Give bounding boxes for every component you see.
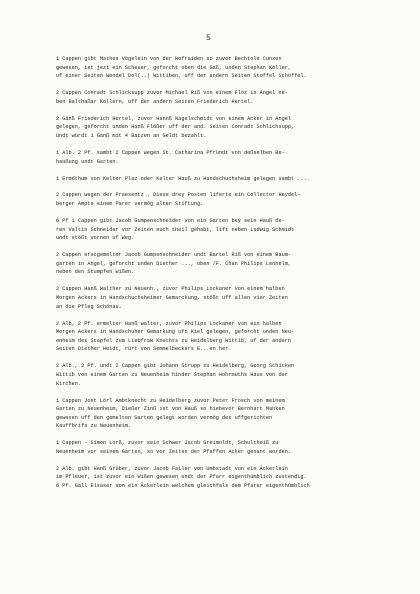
- text-line: undt stößt vornen uf Weg.: [56, 235, 135, 242]
- text-line: 6 Pf 1 Cappen gibt Jacob Gumpenschneider von ein Garten bey sein Hauß de-: [56, 218, 285, 225]
- text-line: 2 Alb, 2 Pf. ermelter Hanß walter, zuvor Philips Lockaner von ein halben: [56, 320, 282, 327]
- text-line: 1 Cappen Jost Lörl Ambtknecht zu Heidelberg zuvor Peter Frosch von meinem: [56, 397, 285, 404]
- text-line: enheim des Stapfel zum Liebfraw Knechts zu Heidelberg Wittib, uf der andern: [56, 337, 291, 344]
- text-line: Morgen Ackers in Handschuchsheimer Gemarckung, stößt uff allen vier Zeiten: [56, 295, 288, 301]
- text-line: ben Balthaßar Köllern, uff der andern Seiten Friederich Hertel.: [56, 98, 254, 105]
- record-entry: [56, 465, 408, 491]
- text-line: 1 Cappen - Simon Lorß, zuvor sein Schwer Jacob Greimoldt, Schultheiß zu: [56, 440, 279, 447]
- text-line: gelegen, geforcht unden Hanß Flößer uff der and. Seiten Conradt Schlichsupp,: [56, 124, 295, 131]
- text-line: uf einer Seiten Wendel Dol(..) Wittiben, uff der andern Seiten Stoffel Schöffel.: [56, 73, 307, 80]
- text-line: 2 Cappen wegen der Praesentz . Diese drey Posten liferte ein Collector Heydel-: [56, 192, 301, 199]
- text-line: berger Ampts einem Parer vermög alter Stiftung.: [56, 201, 204, 208]
- text-line: 2 Cappen Hanß Walther zu Neuenh., zuvor Philips Lockaner von einem halben: [56, 286, 285, 293]
- text-line: gewesen, ist jezt ein Scheuer, geforcht oben die Gaß, unden Stephan Köller,: [56, 64, 291, 71]
- text-line: im Pfleuer, ist zuvor ein Wißen gewesen undt der Pfarr eigenthümblich zustendig.: [56, 474, 307, 481]
- text-line: haußung undt Garten.: [56, 158, 119, 165]
- text-line: Kauffbrifs zu Neuenheim.: [56, 423, 132, 430]
- text-line: Neuenheim vor seinem Garten, so vor Zeiten der Pfaffen Acker genant worden.: [56, 448, 291, 455]
- text-line: neben den Stumpfen Wißen.: [56, 269, 135, 276]
- text-line: 2 Cappen Conradt Schlicksupp zuvor Michael Riß von einem Flöz in Angel ne-: [56, 90, 288, 97]
- text-line: Garten zu Neuenheim, Dießer Zinß ist von Hauß so hiebevor Bernhart Manken: [56, 406, 285, 413]
- text-line: garten in Angel, geforcht unden Diether ..., oben /F. Chan Philips Lenhelm,: [56, 260, 291, 267]
- text-line: gewesen uff den gemelten Garten gelegt worden vermög des uffgerichten: [56, 414, 273, 421]
- text-line: 2 Alb., 2 Pf. undt 2 Cappen gibt Johann Strupp zu Heidelberg, Georg Schicken: [56, 363, 295, 370]
- text-line: 1 Alb. 2 Pf. sambt 2 Cappen wegen St. Catharina Pfründt von deßselben Be-: [56, 149, 285, 156]
- record-entry: [56, 320, 408, 354]
- record-entry: [56, 175, 408, 184]
- text-line: an die Pfleg Schönau.: [56, 303, 122, 310]
- record-entry: [56, 362, 408, 388]
- text-line: 2 Gänß Friederich Hertel, zuvor Hannß Nagelschmidt von einem Acker in Angel: [56, 115, 291, 122]
- record-entry: [56, 89, 408, 106]
- record-entry: [56, 397, 408, 431]
- text-line: 1 Ermdthum von Kelter Plaz oder Kelter Hauß zu Handschuchsheim gelegen sambt ....: [56, 175, 310, 182]
- record-entry: [56, 251, 408, 277]
- record-entry: [56, 439, 408, 456]
- text-line: Undt würdt 1 Ganß mit 4 Batzen an Geldt bezahlt.: [56, 132, 207, 139]
- text-line: Wittib von einem Garten zu Neuenheim hinder Stephan Hohrmuths Haus von der: [56, 371, 288, 378]
- text-line: Morgen Ackers in Handschuher Gemarkung ufn Kiel gelegen, geforcht unden Neu-: [56, 329, 295, 336]
- record-entry: [56, 191, 408, 208]
- record-entry: [56, 115, 408, 141]
- text-line: ren Valtin Schneider vor Zeiten euch theil gehabt, lift neben Ludwig Schmidt: [56, 226, 295, 233]
- document-body: [56, 55, 408, 499]
- record-entry: [56, 285, 408, 311]
- text-line: 6 Pf. Gall Elsaser von ein Äckerlein welchem gleichfals dem Pfarer eigenthümblich: [56, 483, 310, 490]
- text-line: Seiten Diether Heidt, rürt von Semmelbeckers E.. en her.: [56, 346, 232, 353]
- text-line: Kirchen.: [56, 380, 82, 387]
- record-entry: [56, 217, 408, 243]
- text-line: 2 Alb. gibt Hanß Grüber, zuvor Jacob Failer von Umbstadt von ein Äckerlein: [56, 465, 288, 472]
- page-number: 5: [206, 34, 211, 43]
- record-entry: [56, 55, 408, 81]
- record-entry: [56, 149, 408, 166]
- text-line: 2 Cappen erstgemelter Jacob Gumpenschneider undt Bartel Riß von einem Baum-: [56, 252, 291, 259]
- text-line: 1 Cappen gibt Mathes Vögelein von der Hofraiden so zuvor Bechtole Cunzen: [56, 56, 282, 62]
